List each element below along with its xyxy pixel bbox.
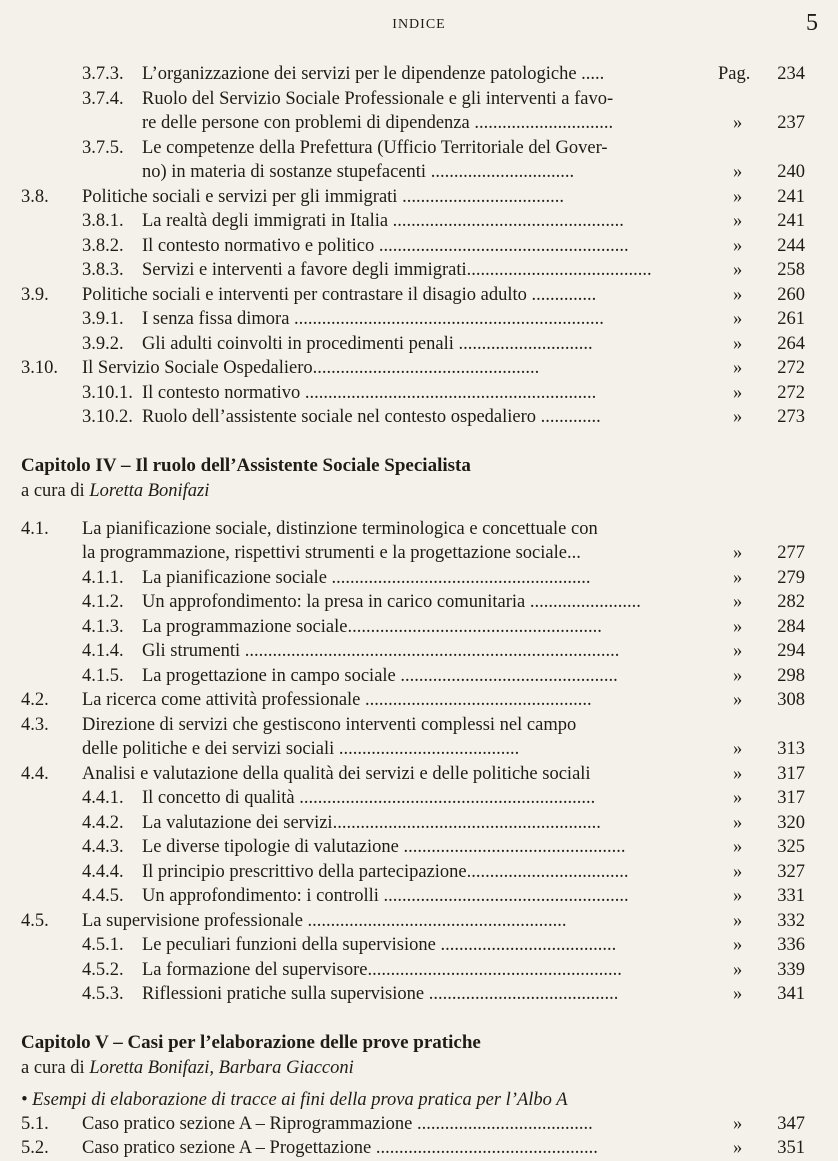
toc-entry-number: 3.7.5. <box>82 137 124 158</box>
toc-entry <box>0 62 838 87</box>
toc-entry-number: 4.2. <box>21 690 49 710</box>
toc-entry <box>0 234 838 259</box>
toc-page-marker: » <box>733 959 743 980</box>
toc-entry-title: Riflessioni pratiche sulla supervisione ......................................... <box>142 984 619 1004</box>
toc-entry-number: 3.10.2. <box>82 407 133 427</box>
chapter-4-author-prefix: a cura di <box>21 480 90 501</box>
toc-entry <box>0 639 838 664</box>
toc-page-marker: » <box>733 641 743 661</box>
toc-entry-number: 4.1.3. <box>82 616 124 637</box>
toc-entry <box>0 283 838 308</box>
toc-page-marker: » <box>733 113 743 133</box>
toc-page-number: 327 <box>777 861 805 882</box>
toc-entry-number: 4.5.3. <box>82 984 124 1004</box>
toc-entry <box>0 860 838 885</box>
toc-page-number: 260 <box>777 284 805 305</box>
toc-entry-number: 4.4.5. <box>82 886 124 906</box>
toc-page-marker: » <box>733 186 743 207</box>
toc-entry-number: 4.4.4. <box>82 861 124 882</box>
toc-entry <box>0 87 838 112</box>
toc-entry-title: Politiche sociali e servizi per gli immigrati ................................... <box>82 186 564 207</box>
toc-page-number: 331 <box>777 886 805 906</box>
toc-page-number: 244 <box>777 235 805 256</box>
toc-page-marker: » <box>733 665 743 686</box>
toc-page-marker: » <box>733 235 743 256</box>
toc-entry-number: 3.7.3. <box>82 64 124 84</box>
toc-page-number: 294 <box>777 641 805 661</box>
toc-page-marker: » <box>733 1113 743 1134</box>
toc-page-marker: Pag. <box>718 64 751 84</box>
toc-page-marker: » <box>733 739 743 759</box>
toc-entry-number: 3.10. <box>21 358 58 378</box>
toc-entry-number: 4.1. <box>21 518 49 539</box>
page-number: 5 <box>806 10 818 36</box>
toc-page-number: 325 <box>777 837 805 857</box>
toc-page-number: 237 <box>777 113 805 133</box>
chapter-4-author-name: Loretta Bonifazi <box>89 480 210 501</box>
toc-entry-title: Direzione di servizi che gestiscono interventi complessi nel campo <box>82 714 577 735</box>
toc-page-marker: » <box>733 567 743 588</box>
toc-entry <box>0 958 838 983</box>
toc-entry-title: La ricerca come attività professionale ................................................. <box>82 690 592 710</box>
bullet-note: • Esempi di elaborazione di tracce ai fini della prova pratica per l’Albo A <box>21 1089 568 1110</box>
toc-entry <box>0 688 838 713</box>
toc-entry-title: la programmazione, rispettivi strumenti e la progettazione sociale... <box>82 543 581 563</box>
toc-entry-title: Le diverse tipologie di valutazione ................................................ <box>142 837 626 857</box>
toc-entry-number: 3.9.1. <box>82 309 124 329</box>
toc-entry-title: Il contesto normativo ............................................................... <box>142 382 597 403</box>
toc-entry <box>0 615 838 640</box>
page-header <box>0 12 838 42</box>
toc-page-marker: » <box>733 382 743 403</box>
toc-page-marker: » <box>733 211 743 231</box>
toc-entry-title: delle politiche e dei servizi sociali ....................................... <box>82 739 520 759</box>
chapter-5-author-prefix: a cura di <box>21 1057 90 1078</box>
toc-entry-continuation <box>0 111 838 136</box>
toc-page-number: 320 <box>777 812 805 833</box>
toc-entry <box>0 307 838 332</box>
toc-entry-number: 4.1.1. <box>82 567 124 588</box>
toc-page-number: 351 <box>777 1138 805 1158</box>
toc-entry <box>0 884 838 909</box>
toc-page-number: 261 <box>777 309 805 329</box>
toc-entry-title: Il principio prescrittivo della partecipazione................................... <box>142 861 629 882</box>
toc-entry-continuation <box>0 541 838 566</box>
toc-entry-title: Un approfondimento: la presa in carico comunitaria ........................ <box>142 592 641 612</box>
toc-page-marker: » <box>733 812 743 833</box>
toc-page-number: 298 <box>777 665 805 686</box>
toc-entry <box>0 786 838 811</box>
toc-entry-title: La progettazione in campo sociale ............................................... <box>142 665 618 686</box>
toc-page-marker: » <box>733 886 743 906</box>
toc-entry-number: 4.1.4. <box>82 641 124 661</box>
toc-entry-number: 3.8.1. <box>82 211 124 231</box>
toc-entry-title: La pianificazione sociale, distinzione terminologica e concettuale con <box>82 518 598 539</box>
toc-entry <box>0 332 838 357</box>
toc-page-number: 272 <box>777 382 805 403</box>
toc-entry <box>0 835 838 860</box>
toc-entry <box>0 590 838 615</box>
toc-entry <box>0 136 838 161</box>
toc-entry-number: 4.3. <box>21 714 49 735</box>
toc-entry-number: 5.1. <box>21 1113 49 1134</box>
toc-entry-number: 4.4.1. <box>82 788 124 808</box>
toc-page-marker: » <box>733 592 743 612</box>
toc-entry-title: Il contesto normativo e politico ...................................................... <box>142 235 629 256</box>
toc-entry-title: Caso pratico sezione A – Riprogrammazione ...................................... <box>82 1113 593 1134</box>
toc-entry <box>0 664 838 689</box>
chapter-4-author <box>0 479 838 503</box>
toc-entry <box>0 209 838 234</box>
toc-entry-number: 5.2. <box>21 1138 49 1158</box>
toc-entry-number: 3.8.3. <box>82 260 124 280</box>
toc-page-number: 282 <box>777 592 805 612</box>
toc-entry <box>0 381 838 406</box>
toc-entry-number: 4.5.1. <box>82 935 124 955</box>
toc-entry <box>0 811 838 836</box>
toc-entry-number: 3.9.2. <box>82 333 124 354</box>
toc-entry-number: 4.5.2. <box>82 959 124 980</box>
toc-entry <box>0 909 838 934</box>
toc-page-marker: » <box>733 935 743 955</box>
toc-entry-number: 3.8. <box>21 186 49 207</box>
toc-entry-number: 4.1.2. <box>82 592 124 612</box>
toc-entry-number: 3.10.1. <box>82 382 133 403</box>
running-title: INDICE <box>392 17 446 32</box>
toc-page-number: 347 <box>777 1113 805 1134</box>
toc-page-number: 258 <box>777 260 805 280</box>
toc-entry <box>0 517 838 542</box>
toc-entry <box>0 1136 838 1161</box>
toc-entry-title: Analisi e valutazione della qualità dei servizi e delle politiche sociali <box>82 763 591 784</box>
toc-entry-continuation <box>0 160 838 185</box>
toc-page-number: 317 <box>777 788 805 808</box>
toc-page-number: 308 <box>777 690 805 710</box>
toc-entry-title: Le competenze della Prefettura (Ufficio Territoriale del Gover- <box>142 137 608 158</box>
toc-entry-title: Un approfondimento: i controlli ..................................................... <box>142 886 629 906</box>
toc-page-number: 234 <box>777 64 805 84</box>
toc-entry-number: 4.4.2. <box>82 812 124 833</box>
toc-content <box>0 62 838 1161</box>
toc-section-chapter-4 <box>0 517 838 1007</box>
toc-entry-title: Le peculiari funzioni della supervisione ...................................... <box>142 935 617 955</box>
toc-page-number: 279 <box>777 567 805 588</box>
toc-entry <box>0 405 838 430</box>
toc-entry <box>0 1112 838 1137</box>
toc-entry <box>0 762 838 787</box>
chapter-4-title-text: Capitolo IV – Il ruolo dell’Assistente Sociale Specialista <box>21 454 471 476</box>
toc-entry <box>0 933 838 958</box>
toc-entry-title: L’organizzazione dei servizi per le dipendenze patologiche ..... <box>142 64 605 84</box>
toc-page-number: 317 <box>777 763 805 784</box>
toc-page-number: 272 <box>777 358 805 378</box>
toc-page-number: 264 <box>777 333 805 354</box>
toc-entry-title: re delle persone con problemi di dipendenza .............................. <box>142 113 614 133</box>
toc-entry <box>0 982 838 1007</box>
toc-entry-number: 4.1.5. <box>82 665 124 686</box>
toc-page-number: 241 <box>777 211 805 231</box>
toc-page-number: 332 <box>777 910 805 931</box>
toc-entry-continuation <box>0 737 838 762</box>
toc-page-marker: » <box>733 910 743 931</box>
toc-entry-title: I senza fissa dimora ................................................................... <box>142 309 604 329</box>
toc-entry-title: La supervisione professionale ........................................................ <box>82 910 567 931</box>
chapter-5-title <box>0 1029 838 1056</box>
toc-entry-number: 4.4. <box>21 763 49 784</box>
toc-entry-title: Ruolo dell’assistente sociale nel contesto ospedaliero ............. <box>142 407 601 427</box>
toc-entry <box>0 713 838 738</box>
toc-entry <box>0 566 838 591</box>
toc-page-number: 277 <box>777 543 805 563</box>
chapter-5-title-text: Capitolo V – Casi per l’elaborazione delle prove pratiche <box>21 1031 481 1053</box>
toc-section-chapter-5 <box>0 1112 838 1161</box>
toc-page-number: 341 <box>777 984 805 1004</box>
toc-page-marker: » <box>733 407 743 427</box>
toc-page-marker: » <box>733 788 743 808</box>
toc-entry-title: La programmazione sociale....................................................... <box>142 616 602 637</box>
toc-page-marker: » <box>733 763 743 784</box>
chapter-4-title <box>0 452 838 479</box>
toc-entry-number: 3.9. <box>21 284 49 305</box>
toc-entry-number: 4.4.3. <box>82 837 124 857</box>
toc-entry-title: Il concetto di qualità ................................................................ <box>142 788 596 808</box>
toc-entry-title: no) in materia di sostanze stupefacenti ............................... <box>142 162 575 182</box>
toc-page-marker: » <box>733 690 743 710</box>
toc-entry <box>0 185 838 210</box>
toc-page-marker: » <box>733 284 743 305</box>
toc-page-marker: » <box>733 333 743 354</box>
toc-entry-title: Il Servizio Sociale Ospedaliero................................................. <box>82 358 540 378</box>
toc-page-number: 284 <box>777 616 805 637</box>
chapter-5-author <box>0 1056 838 1080</box>
toc-page-number: 313 <box>777 739 805 759</box>
toc-page-marker: » <box>733 984 743 1004</box>
toc-page-number: 273 <box>777 407 805 427</box>
toc-page-marker: » <box>733 1138 743 1158</box>
toc-entry-title: Gli strumenti ................................................................................. <box>142 641 620 661</box>
toc-entry-title: Caso pratico sezione A – Progettazione ................................................ <box>82 1138 598 1158</box>
toc-page-marker: » <box>733 162 743 182</box>
toc-entry-number: 4.5. <box>21 910 49 931</box>
toc-page-marker: » <box>733 543 743 563</box>
toc-page-marker: » <box>733 837 743 857</box>
toc-entry-title: La realtà degli immigrati in Italia .................................................. <box>142 211 624 231</box>
toc-page-marker: » <box>733 616 743 637</box>
toc-entry-title: Gli adulti coinvolti in procedimenti penali ............................. <box>142 333 593 354</box>
toc-entry-title: Politiche sociali e interventi per contrastare il disagio adulto .............. <box>82 284 597 305</box>
toc-page-number: 339 <box>777 959 805 980</box>
toc-page-number: 336 <box>777 935 805 955</box>
toc-entry-number: 3.7.4. <box>82 88 124 109</box>
toc-entry-number: 3.8.2. <box>82 235 124 256</box>
toc-page-number: 240 <box>777 162 805 182</box>
chapter-5-author-name: Loretta Bonifazi, Barbara Giacconi <box>89 1057 354 1078</box>
toc-page-marker: » <box>733 309 743 329</box>
toc-page-marker: » <box>733 358 743 378</box>
toc-entry-title: La formazione del supervisore....................................................... <box>142 959 622 980</box>
toc-entry-title: Servizi e interventi a favore degli immigrati........................................ <box>142 260 652 280</box>
toc-entry-title: Ruolo del Servizio Sociale Professionale e gli interventi a favo- <box>142 88 614 109</box>
toc-entry <box>0 356 838 381</box>
toc-page-number: 241 <box>777 186 805 207</box>
toc-entry <box>0 258 838 283</box>
toc-section-chapter-3 <box>0 62 838 430</box>
toc-page-marker: » <box>733 260 743 280</box>
toc-page-marker: » <box>733 861 743 882</box>
toc-entry-title: La pianificazione sociale ........................................................ <box>142 567 591 588</box>
toc-entry-title: La valutazione dei servizi.......................................................... <box>142 812 601 833</box>
